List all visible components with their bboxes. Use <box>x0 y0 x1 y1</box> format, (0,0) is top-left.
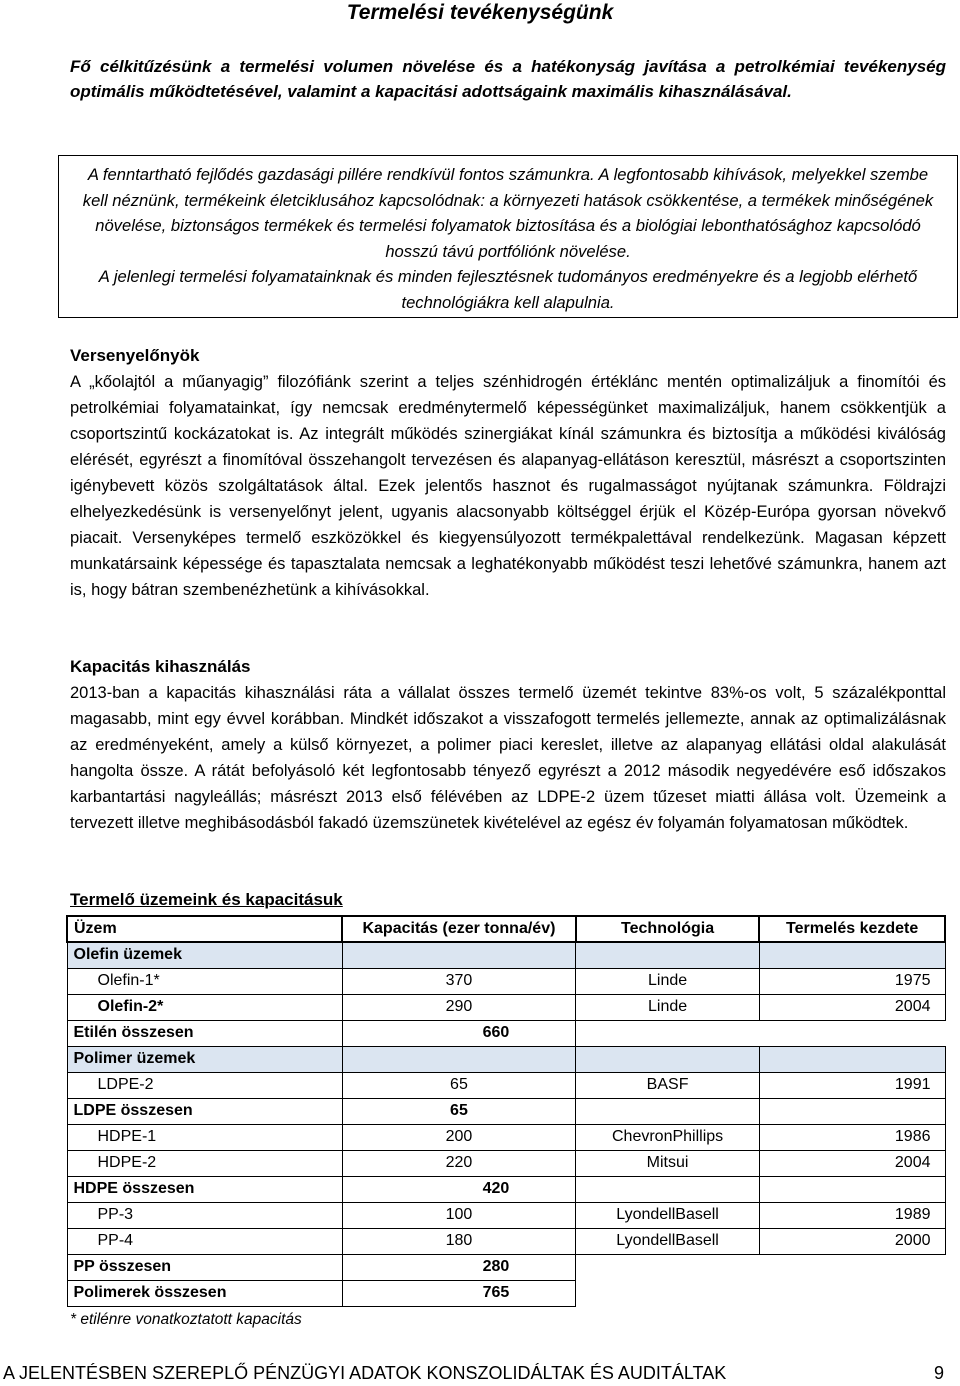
table-group-row <box>67 1046 945 1072</box>
start-year-value: 2004 <box>759 1150 945 1176</box>
footer-text: A JELENTÉSBEN SZEREPLŐ PÉNZÜGYI ADATOK KONSZOLIDÁLTAK ÉS AUDITÁLTAK <box>3 1363 727 1383</box>
technology-value: Mitsui <box>576 1150 759 1176</box>
table-cell <box>576 1098 759 1124</box>
empty-cell <box>576 1254 945 1306</box>
technology-value: Linde <box>576 968 759 994</box>
capacity-table <box>66 915 946 1307</box>
capacity-value: 370 <box>342 968 576 994</box>
technology-value: LyondellBasell <box>576 1202 759 1228</box>
table-cell <box>576 1176 759 1202</box>
technology-value: ChevronPhillips <box>576 1124 759 1150</box>
table-cell <box>576 942 759 968</box>
table-row <box>67 1150 945 1176</box>
section-capacity-utilization <box>70 654 946 836</box>
total-value: 420 <box>342 1176 576 1202</box>
capacity-value: 100 <box>342 1202 576 1228</box>
capacity-value: 290 <box>342 994 576 1020</box>
table-cell <box>759 1046 945 1072</box>
sustainability-box <box>58 155 958 318</box>
start-year-value: 1975 <box>759 968 945 994</box>
total-label: PP összesen <box>67 1254 342 1280</box>
header-cell: Kapacitás (ezer tonna/év) <box>342 916 576 942</box>
page-title: Termelési tevékenységünk <box>346 1 614 24</box>
table-total-row <box>67 1176 945 1202</box>
capacity-value: 180 <box>342 1228 576 1254</box>
start-year-value: 1991 <box>759 1072 945 1098</box>
start-year-value: 1986 <box>759 1124 945 1150</box>
technology-value: LyondellBasell <box>576 1228 759 1254</box>
plant-name: HDPE-1 <box>67 1124 342 1150</box>
plant-name: Olefin-1* <box>67 968 342 994</box>
technology-value: BASF <box>576 1072 759 1098</box>
start-year-value: 1989 <box>759 1202 945 1228</box>
table-group-row <box>67 942 945 968</box>
table-cell <box>759 942 945 968</box>
header-cell: Termelés kezdete <box>759 916 945 942</box>
page-number: 9 <box>933 1363 944 1383</box>
group-label: Polimer üzemek <box>67 1046 342 1072</box>
table-total-row <box>67 1254 945 1280</box>
total-label: HDPE összesen <box>67 1176 342 1202</box>
header-cell: Üzem <box>67 916 342 942</box>
table-row <box>67 994 945 1020</box>
plant-name: HDPE-2 <box>67 1150 342 1176</box>
table-row <box>67 1228 945 1254</box>
plant-name: PP-4 <box>67 1228 342 1254</box>
table-total-row <box>67 1020 945 1046</box>
section-text: A „kőolajtól a műanyagig” filozófiánk szerint a teljes szénhidrogén értéklánc mentén optimalizáljuk a finomítói és petrolkémiai folyamatainkat, így nemcsak eredménytermelő képességünket maximalizáljuk, hanem csökkentjük a csoportszintű kockázatokat is. Az integrált működés szinergiákat kínál számunkra és biztosítja a működési kiválóság elérését, egyrészt a finomítóval összehangolt tervezésen és alapanyag-ellátáson keresztül, másrészt a csoportszinten igénybevett közös szolgáltatások által. Ezek jelentős hasznot és rugalmasságot nyújtanak számunkra. Földrajzi elhelyezkedésünk is versenyelőnyt jelent, ugyanis alacsonyabb költséggel érjük el Közép-Európa gyorsan növekvő piacait. Versenyképes termelő eszközökkel és kiegyensúlyozott termékpalettával rendelkezünk. Magasan képzett munkatársaink képessége és tapasztalata nemcsak a leghatékonyabb működést teszi lehetővé számunkra, hanem azt is, hogy bátran szembenézhetünk a kihívásokkal. <box>70 373 946 599</box>
total-value: 280 <box>342 1254 576 1280</box>
capacity-value: 200 <box>342 1124 576 1150</box>
start-year-value: 2004 <box>759 994 945 1020</box>
group-label: Olefin üzemek <box>67 942 342 968</box>
goal-statement: Fő célkitűzésünk a termelési volumen növelése és a hatékonyság javítása a petrolkémiai tevékenység optimális működtetésével, valamint a kapacitási adottságaink maximális kihasználásával. <box>70 57 946 101</box>
total-label: LDPE összesen <box>67 1098 342 1124</box>
capacity-value: 220 <box>342 1150 576 1176</box>
table-row <box>67 1072 945 1098</box>
total-label: Etilén összesen <box>67 1020 342 1046</box>
section-heading: Versenyelőnyök <box>70 346 200 365</box>
table-cell <box>342 1046 576 1072</box>
table-cell <box>576 1046 759 1072</box>
plant-name: LDPE-2 <box>67 1072 342 1098</box>
plant-name: Olefin-2* <box>67 994 342 1020</box>
section-competitive-advantages <box>70 343 946 603</box>
start-year-value: 2000 <box>759 1228 945 1254</box>
box-paragraph-1: A fenntartható fejlődés gazdasági pillére rendkívül fontos számunkra. A legfontosabb kihívások, melyekkel szembe kell néznünk, termékeink életciklusához kapcsolódnak: a környezeti hatások csökkentése, a termékek minőségének növelése, biztonságos termékek és termelési folyamatok biztosítása és a biológiai lebonthatósághoz kapcsolódó hosszú távú portfóliónk növelése. <box>82 165 934 261</box>
section-heading: Kapacitás kihasználás <box>70 657 251 676</box>
table-cell <box>759 1176 945 1202</box>
table-header-row <box>67 916 945 942</box>
box-paragraph-2: A jelenlegi termelési folyamatainknak és minden fejlesztésnek tudományos eredményekre és a legjobb elérhető technológiákra kell alapulnia. <box>98 267 918 312</box>
total-label: Polimerek összesen <box>67 1280 342 1306</box>
table-cell <box>759 1098 945 1124</box>
total-value: 660 <box>342 1020 576 1046</box>
page-footer <box>0 1360 960 1386</box>
capacity-value: 65 <box>342 1072 576 1098</box>
technology-value: Linde <box>576 994 759 1020</box>
table-title: Termelő üzemeink és kapacitásuk <box>70 890 343 909</box>
table-row <box>67 968 945 994</box>
total-value: 65 <box>342 1098 576 1124</box>
table-footnote: * etilénre vonatkoztatott kapacitás <box>70 1311 302 1328</box>
empty-cell <box>576 1020 945 1046</box>
table-row <box>67 1124 945 1150</box>
plant-name: PP-3 <box>67 1202 342 1228</box>
table-total-row <box>67 1098 945 1124</box>
table-row <box>67 1202 945 1228</box>
header-cell: Technológia <box>576 916 759 942</box>
section-text: 2013-ban a kapacitás kihasználási ráta a vállalat összes termelő üzemét tekintve 83%-os volt, 5 százalékponttal magasabb, mint egy évvel korábban. Mindkét időszakot a visszafogott termelés jellemezte, annak az optimalizálásnak az eredményeként, amely a külső környezet, a polimer piaci kereslet, illetve az alapanyag ellátási oldal alakulását hangolta össze. A rátát befolyásoló két legfontosabb tényező egyrészt a 2012 második negyedévére eső időszakos karbantartási nagyleállás; másrészt 2013 első félévében az LDPE-2 üzem tűzeset miatti állása volt. Üzemeink a tervezett illetve meghibásodásból fakadó üzemszünetek kivételével az egész év folyamán folyamatosan működtek. <box>70 684 946 832</box>
total-value: 765 <box>342 1280 576 1306</box>
table-cell <box>342 942 576 968</box>
